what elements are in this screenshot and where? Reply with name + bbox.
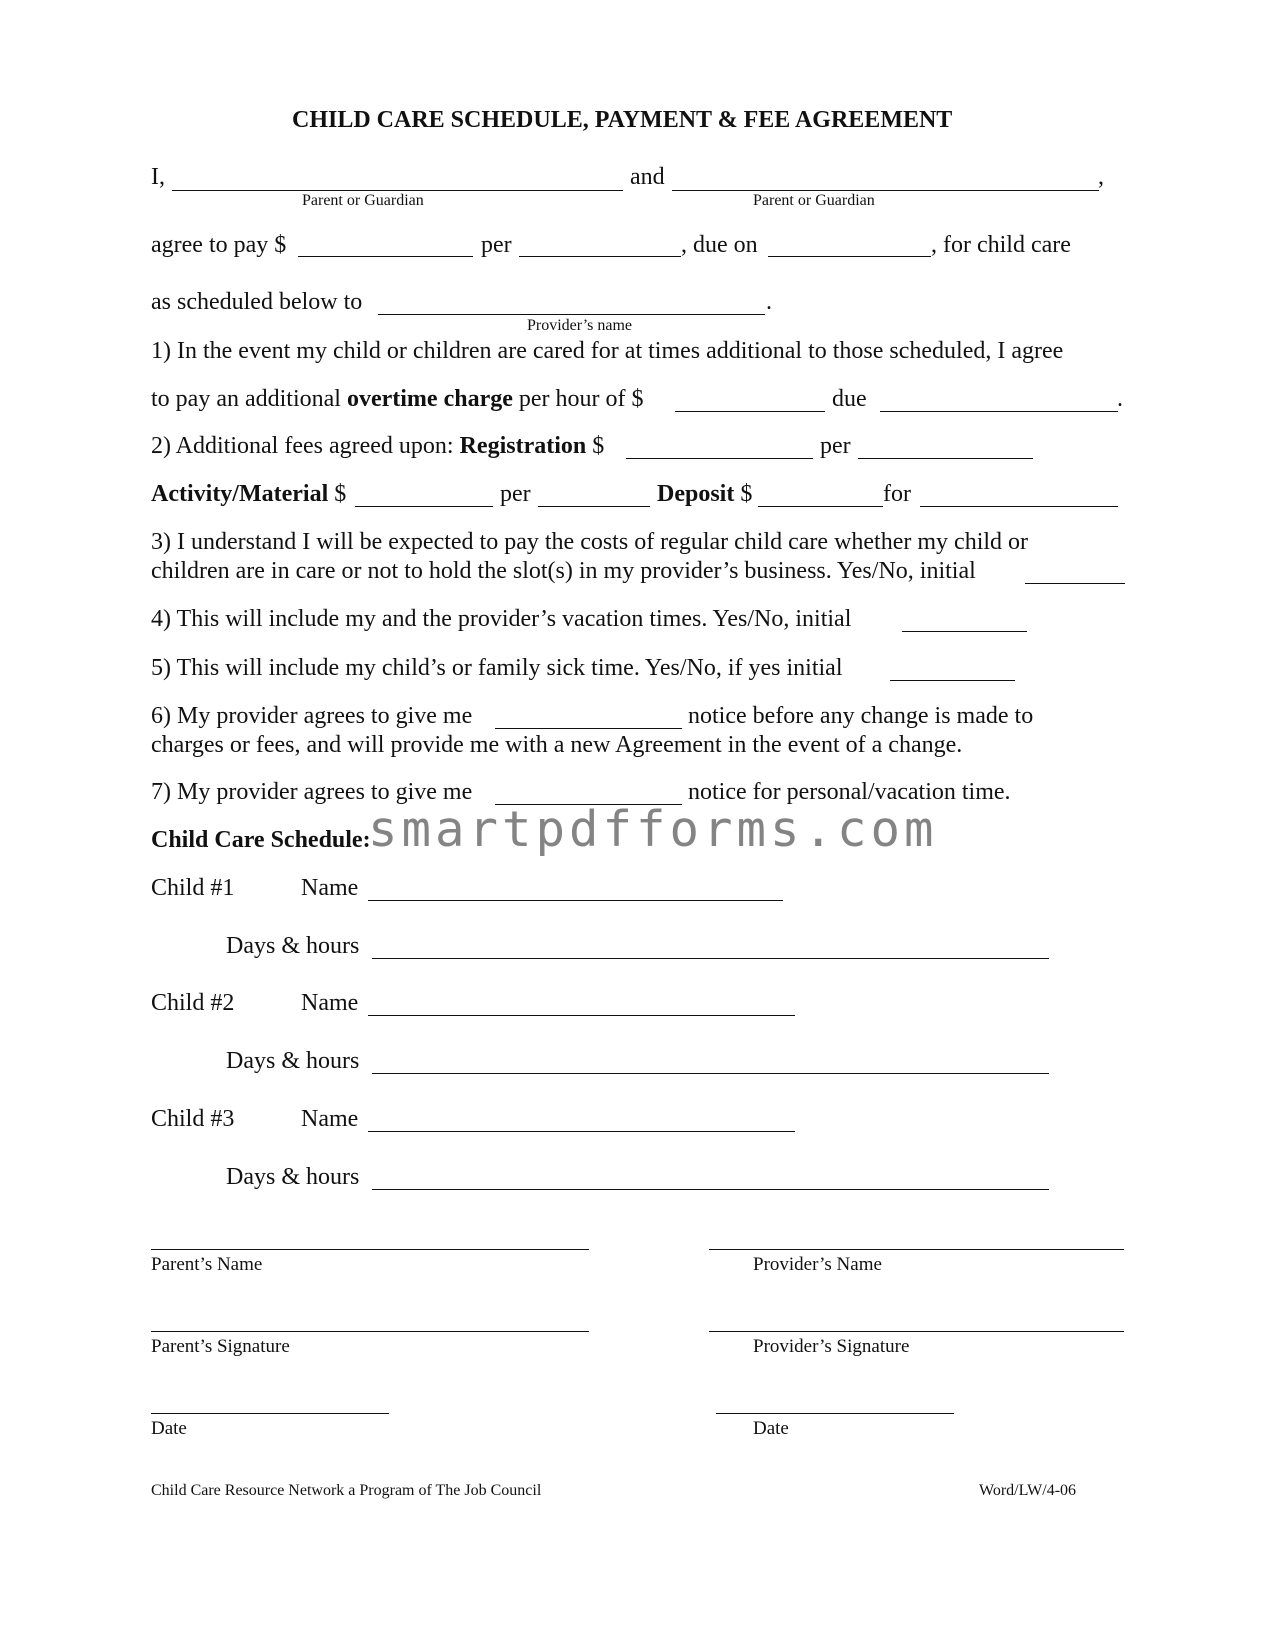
activity-amount-field[interactable] (355, 506, 493, 507)
child-2-name-field[interactable] (368, 1015, 795, 1016)
provider-signature-field[interactable] (709, 1331, 1124, 1332)
pay-amount-field[interactable] (298, 256, 473, 257)
overtime-charge-label: overtime charge (346, 386, 513, 412)
clause-7-post: notice for personal/vacation time. (688, 779, 1011, 805)
child-1-name-label: Name (301, 875, 359, 901)
registration-dollar: $ (586, 433, 605, 459)
clause-1-post: per hour of $ (512, 386, 644, 412)
intro-i-label: I, (151, 164, 165, 190)
clause-3-line-1: 3) I understand I will be expected to pay the costs of regular child care whether my child or (151, 529, 1029, 555)
child-3-name-label: Name (301, 1106, 359, 1132)
footer-right: Word/LW/4-06 (979, 1482, 1077, 1499)
overtime-due-label: due (832, 386, 867, 412)
clause-1-end: . (1117, 386, 1123, 412)
activity-dollar: $ (328, 481, 347, 507)
parent-name-label: Parent’s Name (151, 1254, 263, 1275)
deposit-dollar: $ (734, 481, 753, 507)
deposit-label: Deposit (657, 481, 735, 507)
overtime-rate-field[interactable] (675, 411, 825, 412)
provider-name-caption: Provider’s name (527, 317, 633, 334)
clause-1-pre: to pay an additional (151, 386, 347, 412)
parent-signature-field[interactable] (151, 1331, 589, 1332)
clause-3-line-2: children are in care or not to hold the slot(s) in my provider’s business. Yes/No, initial (151, 558, 976, 584)
guardian-1-field[interactable] (172, 190, 623, 191)
child-3-name-field[interactable] (368, 1131, 795, 1132)
guardian-1-caption: Parent or Guardian (302, 192, 424, 209)
child-1-label: Child #1 (151, 875, 235, 901)
guardian-2-field[interactable] (672, 190, 1099, 191)
child-3-label: Child #3 (151, 1106, 235, 1132)
child-1-days-label: Days & hours (226, 933, 360, 959)
clause-7-pre: 7) My provider agrees to give me (151, 779, 473, 805)
intro-and-label: and (630, 164, 665, 190)
due-on-field[interactable] (768, 256, 931, 257)
provider-date-field[interactable] (716, 1413, 954, 1414)
provider-signature-label: Provider’s Signature (753, 1336, 910, 1357)
clause-4: 4) This will include my and the provider’s vacation times. Yes/No, initial (151, 606, 852, 632)
parent-name-field[interactable] (151, 1249, 589, 1250)
deposit-amount-field[interactable] (758, 506, 883, 507)
provider-name-field[interactable] (378, 314, 765, 315)
schedule-heading: Child Care Schedule: (151, 827, 371, 853)
activity-period-field[interactable] (538, 506, 650, 507)
deposit-for-field[interactable] (920, 506, 1118, 507)
pay-period-field[interactable] (519, 256, 681, 257)
deposit-for-label: for (883, 481, 911, 507)
child-2-label: Child #2 (151, 990, 235, 1016)
pay-per-label: per (481, 232, 512, 258)
registration-period-field[interactable] (858, 458, 1033, 459)
child-3-days-field[interactable] (372, 1189, 1049, 1190)
clause-6-line-2: charges or fees, and will provide me with a new Agreement in the event of a change. (151, 732, 963, 758)
parent-date-label: Date (151, 1418, 187, 1439)
guardian-2-caption: Parent or Guardian (753, 192, 875, 209)
clause-6-post: notice before any change is made to (688, 703, 1034, 729)
child-1-name-field[interactable] (368, 900, 783, 901)
child-3-days-label: Days & hours (226, 1164, 360, 1190)
clause-4-initial-field[interactable] (902, 631, 1027, 632)
scheduled-period: . (766, 289, 772, 315)
form-title: CHILD CARE SCHEDULE, PAYMENT & FEE AGREEMENT (292, 107, 953, 133)
due-on-label: , due on (681, 232, 758, 258)
clause-2-pre: 2) Additional fees agreed upon: (151, 433, 460, 459)
provider-name-sign-field[interactable] (709, 1249, 1124, 1250)
intro-comma: , (1098, 164, 1104, 190)
activity-material-label: Activity/Material (151, 481, 329, 507)
parent-date-field[interactable] (151, 1413, 389, 1414)
child-1-days-field[interactable] (372, 958, 1049, 959)
activity-per-label: per (500, 481, 531, 507)
watermark: smartpdfforms.com (368, 801, 938, 858)
overtime-due-field[interactable] (880, 411, 1118, 412)
activity-line (151, 480, 346, 508)
registration-amount-field[interactable] (626, 458, 813, 459)
scheduled-below-label: as scheduled below to (151, 289, 363, 315)
child-2-days-field[interactable] (372, 1073, 1049, 1074)
for-child-care-label: , for child care (931, 232, 1071, 258)
clause-6-pre: 6) My provider agrees to give me (151, 703, 473, 729)
child-2-name-label: Name (301, 990, 359, 1016)
agree-to-pay-label: agree to pay $ (151, 232, 287, 258)
child-2-days-label: Days & hours (226, 1048, 360, 1074)
clause-3-initial-field[interactable] (1025, 583, 1125, 584)
clause-2-line (151, 432, 604, 460)
clause-1-line-2 (151, 385, 644, 413)
clause-1-line-1: 1) In the event my child or children are cared for at times additional to those scheduled, I agree (151, 338, 1064, 364)
registration-per-label: per (820, 433, 851, 459)
deposit-line (657, 480, 752, 508)
provider-name-label: Provider’s Name (753, 1254, 882, 1275)
clause-5: 5) This will include my child’s or family sick time. Yes/No, if yes initial (151, 655, 843, 681)
clause-5-initial-field[interactable] (890, 680, 1015, 681)
footer-left: Child Care Resource Network a Program of The Job Council (151, 1482, 542, 1499)
registration-label: Registration (459, 433, 587, 459)
clause-6-notice-field[interactable] (495, 728, 682, 729)
parent-signature-label: Parent’s Signature (151, 1336, 290, 1357)
provider-date-label: Date (753, 1418, 789, 1439)
